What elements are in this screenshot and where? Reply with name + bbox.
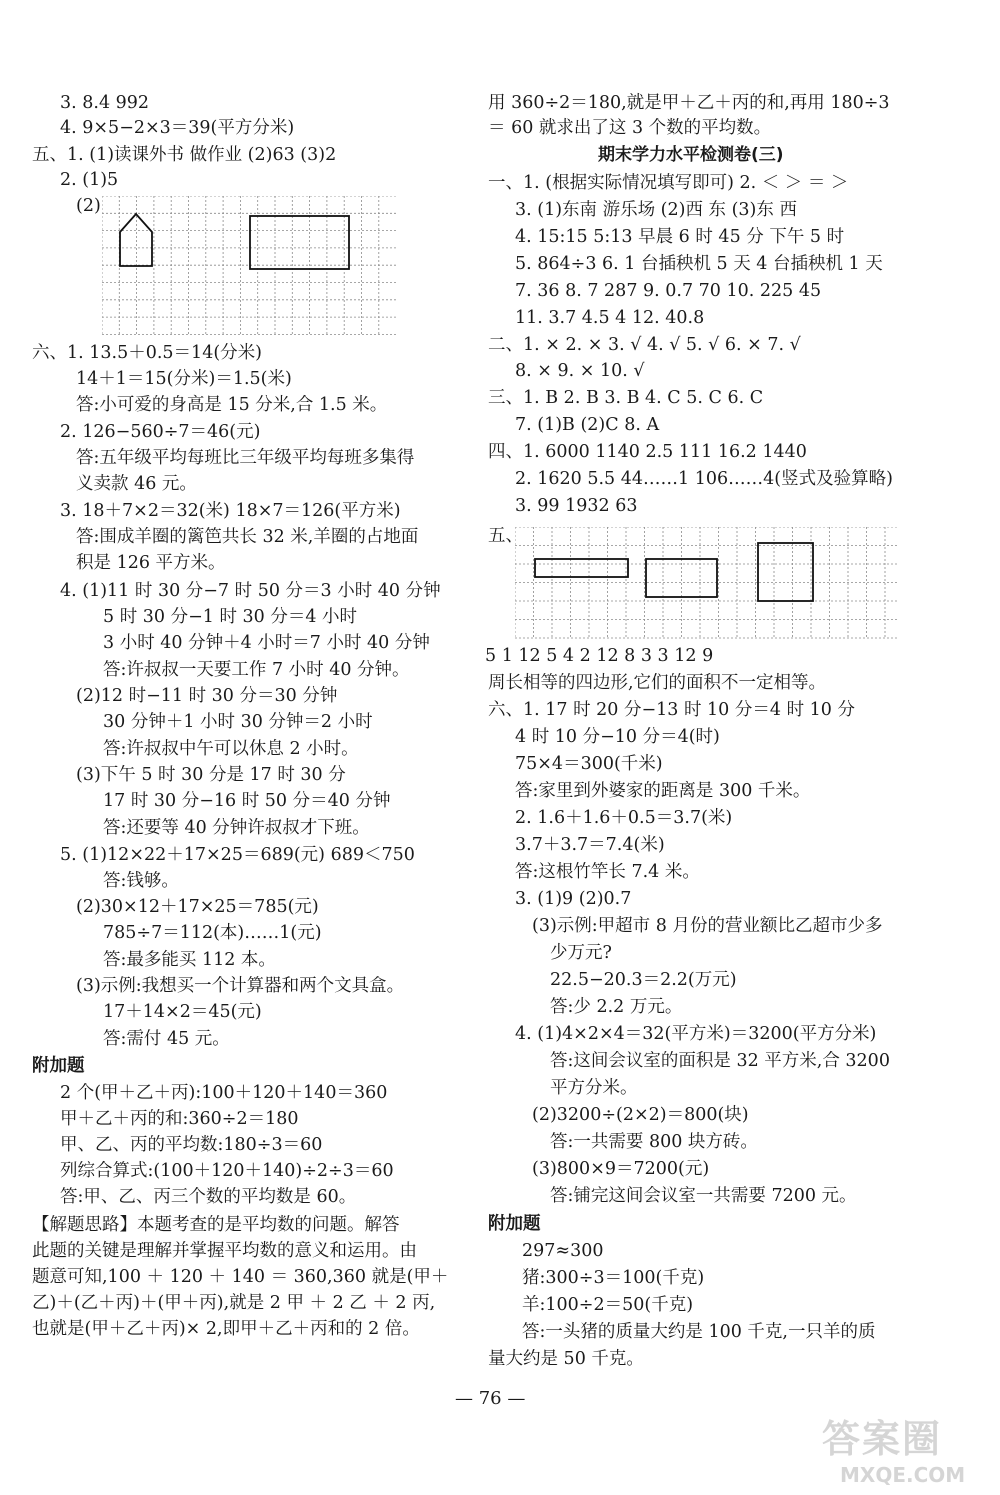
right-line-39: 附加题 bbox=[488, 1214, 541, 1234]
right-line-16: 3. 99 1932 63 bbox=[515, 496, 638, 516]
right-line-33: 答:这间会议室的面积是 32 平方米,合 3200 bbox=[550, 1051, 890, 1071]
right-line-11: 8. × 9. × 10. √ bbox=[515, 361, 645, 381]
left-line-33: 附加题 bbox=[32, 1056, 85, 1076]
left-line-42: 乙)＋(乙＋丙)＋(甲＋丙),就是 2 甲 ＋ 2 乙 ＋ 2 丙, bbox=[32, 1293, 436, 1313]
right-line-23: 答:家里到外婆家的距离是 300 千米。 bbox=[515, 781, 811, 801]
left-line-35: 甲＋乙＋丙的和:360÷2＝180 bbox=[60, 1109, 299, 1129]
left-line-16: 5 时 30 分−1 时 30 分＝4 小时 bbox=[103, 607, 358, 627]
right-line-5: 3. (1)东南 游乐场 (2)西 东 (3)东 西 bbox=[515, 200, 797, 220]
right-line-27: 3. (1)9 (2)0.7 bbox=[515, 889, 632, 909]
left-line-29: 答:最多能买 112 本。 bbox=[103, 950, 276, 970]
right-line-7: 5. 864÷3 6. 1 台插秧机 5 天 4 台插秧机 1 天 bbox=[515, 254, 883, 274]
right-line-32: 4. (1)4×2×4＝32(平方米)＝3200(平方分米) bbox=[515, 1024, 877, 1044]
rectangle-shape bbox=[250, 216, 349, 269]
grid-figure-right bbox=[515, 527, 900, 639]
right-line-20: 六、1. 17 时 20 分−13 时 10 分＝4 时 10 分 bbox=[488, 700, 855, 720]
right-line-1: 用 360÷2＝180,就是甲＋乙＋丙的和,再用 180÷3 bbox=[488, 93, 890, 113]
left-line-18: 答:许叔叔一天要工作 7 小时 40 分钟。 bbox=[103, 660, 410, 680]
left-line-23: 17 时 30 分−16 时 50 分＝40 分钟 bbox=[103, 791, 391, 811]
left-line-36: 甲、乙、丙的平均数:180÷3＝60 bbox=[60, 1135, 323, 1155]
left-line-26: 答:钱够。 bbox=[103, 871, 179, 891]
right-line-8: 7. 36 8. 7 287 9. 0.7 70 10. 225 45 bbox=[515, 281, 822, 301]
left-line-32: 答:需付 45 元。 bbox=[103, 1029, 230, 1049]
left-line-10: 答:五年级平均每班比三年级平均每班多集得 bbox=[76, 448, 415, 468]
left-line-39: 【解题思路】本题考查的是平均数的问题。解答 bbox=[32, 1215, 400, 1235]
right-line-31: 答:少 2.2 万元。 bbox=[550, 997, 683, 1017]
left-line-25: 5. (1)12×22＋17×25＝689(元) 689＜750 bbox=[60, 845, 415, 865]
right-line-6: 4. 15:15 5:13 早晨 6 时 45 分 下午 5 时 bbox=[515, 227, 845, 247]
right-line-12: 三、1. B 2. B 3. B 4. C 5. C 6. C bbox=[488, 388, 764, 408]
page-number: — 76 — bbox=[455, 1388, 526, 1409]
right-line-38: 答:铺完这间会议室一共需要 7200 元。 bbox=[550, 1186, 857, 1206]
left-line-13: 答:围成羊圈的篱笆共长 32 米,羊圈的占地面 bbox=[76, 527, 419, 547]
right-line-30: 22.5−20.3＝2.2(万元) bbox=[550, 970, 737, 990]
watermark-logo: 答案圈 bbox=[822, 1417, 943, 1461]
left-line-21: 答:许叔叔中午可以休息 2 小时。 bbox=[103, 739, 359, 759]
right-line-42: 羊:100÷2＝50(千克) bbox=[522, 1295, 694, 1315]
left-line-38: 答:甲、乙、丙三个数的平均数是 60。 bbox=[60, 1187, 357, 1207]
right-line-19: 周长相等的四边形,它们的面积不一定相等。 bbox=[488, 673, 827, 693]
right-line-18: 5 1 12 5 4 2 12 8 3 3 12 9 bbox=[485, 646, 714, 666]
right-line-13: 7. (1)B (2)C 8. A bbox=[515, 415, 660, 435]
right-line-4: 一、1. (根据实际情况填写即可) 2. ＜ ＞ ＝ ＞ bbox=[488, 173, 849, 193]
left-line-27: (2)30×12＋17×25＝785(元) bbox=[76, 897, 319, 917]
left-line-15: 4. (1)11 时 30 分−7 时 50 分＝3 小时 40 分钟 bbox=[60, 581, 441, 601]
left-line-12: 3. 18＋7×2＝32(米) 18×7＝126(平方米) bbox=[60, 501, 401, 521]
grid-figure-left bbox=[102, 196, 398, 338]
right-line-9: 11. 3.7 4.5 4 12. 40.8 bbox=[515, 308, 705, 328]
right-line-28: (3)示例:甲超市 8 月份的营业额比乙超市少多 bbox=[532, 916, 883, 936]
left-line-1: 3. 8.4 992 bbox=[60, 93, 150, 113]
right-line-15: 2. 1620 5.5 44……1 106……4(竖式及验算略) bbox=[515, 469, 893, 489]
left-line-43: 也就是(甲＋乙＋丙)× 2,即甲＋乙＋丙和的 2 倍。 bbox=[32, 1319, 420, 1339]
left-line-30: (3)示例:我想买一个计算器和两个文具盒。 bbox=[76, 976, 405, 996]
left-line-4: 2. (1)5 bbox=[60, 170, 119, 190]
left-line-20: 30 分钟＋1 小时 30 分钟＝2 小时 bbox=[103, 712, 373, 732]
right-line-14: 四、1. 6000 1140 2.5 111 16.2 1440 bbox=[488, 442, 807, 462]
left-line-8: 答:小可爱的身高是 15 分米,合 1.5 米。 bbox=[76, 395, 388, 415]
right-line-41: 猪:300÷3＝100(千克) bbox=[522, 1268, 705, 1288]
square-3 bbox=[758, 543, 813, 601]
house-shape bbox=[120, 214, 152, 266]
left-line-40: 此题的关键是理解并掌握平均数的意义和运用。由 bbox=[32, 1241, 417, 1261]
left-line-6: 六、1. 13.5＋0.5＝14(分米) bbox=[32, 343, 262, 363]
right-line-29: 少万元? bbox=[550, 943, 612, 963]
right-line-35: (2)3200÷(2×2)＝800(块) bbox=[532, 1105, 749, 1125]
right-column bbox=[480, 0, 1000, 1400]
right-line-10: 二、1. × 2. × 3. √ 4. √ 5. √ 6. × 7. √ bbox=[488, 335, 801, 355]
left-line-7: 14＋1＝15(分米)＝1.5(米) bbox=[76, 369, 292, 389]
right-line-22: 75×4＝300(千米) bbox=[515, 754, 663, 774]
right-line-34: 平方分米。 bbox=[550, 1078, 638, 1098]
left-line-22: (3)下午 5 时 30 分是 17 时 30 分 bbox=[76, 765, 346, 785]
left-line-37: 列综合算式:(100＋120＋140)÷2÷3＝60 bbox=[60, 1161, 394, 1181]
watermark bbox=[822, 1408, 992, 1488]
right-line-37: (3)800×9＝7200(元) bbox=[532, 1159, 710, 1179]
rectangle-1 bbox=[535, 559, 628, 577]
left-line-2: 4. 9×5−2×3＝39(平方分米) bbox=[60, 118, 295, 138]
left-line-19: (2)12 时−11 时 30 分＝30 分钟 bbox=[76, 686, 338, 706]
right-line-17: 五、 bbox=[488, 526, 523, 546]
left-line-41: 题意可知,100 ＋ 120 ＋ 140 ＝ 360,360 就是(甲＋ bbox=[32, 1267, 449, 1287]
right-line-44: 量大约是 50 千克。 bbox=[488, 1349, 644, 1369]
left-line-34: 2 个(甲＋乙＋丙):100＋120＋140＝360 bbox=[60, 1083, 388, 1103]
right-line-26: 答:这根竹竿长 7.4 米。 bbox=[515, 862, 700, 882]
right-line-25: 3.7＋3.7＝7.4(米) bbox=[515, 835, 665, 855]
left-line-14: 积是 126 平方米。 bbox=[76, 553, 226, 573]
left-line-28: 785÷7＝112(本)……1(元) bbox=[103, 923, 322, 943]
right-line-24: 2. 1.6＋1.6＋0.5＝3.7(米) bbox=[515, 808, 733, 828]
left-line-24: 答:还要等 40 分钟许叔叔才下班。 bbox=[103, 818, 370, 838]
left-line-17: 3 小时 40 分钟＋4 小时＝7 小时 40 分钟 bbox=[103, 633, 430, 653]
left-line-9: 2. 126−560÷7＝46(元) bbox=[60, 422, 261, 442]
left-line-3: 五、1. (1)读课外书 做作业 (2)63 (3)2 bbox=[32, 145, 337, 165]
right-line-21: 4 时 10 分−10 分＝4(时) bbox=[515, 727, 720, 747]
right-line-36: 答:一共需要 800 块方砖。 bbox=[550, 1132, 758, 1152]
right-line-2: ＝ 60 就求出了这 3 个数的平均数。 bbox=[488, 118, 772, 138]
left-line-11: 义卖款 46 元。 bbox=[76, 474, 197, 494]
watermark-url: MXQE.COM bbox=[840, 1463, 966, 1487]
left-line-31: 17＋14×2＝45(元) bbox=[103, 1002, 262, 1022]
right-line-40: 297≈300 bbox=[522, 1241, 604, 1261]
right-line-43: 答:一头猪的质量大约是 100 千克,一只羊的质 bbox=[522, 1322, 876, 1342]
left-line-5: (2) bbox=[76, 196, 101, 216]
right-line-3: 期末学力水平检测卷(三) bbox=[598, 145, 784, 165]
